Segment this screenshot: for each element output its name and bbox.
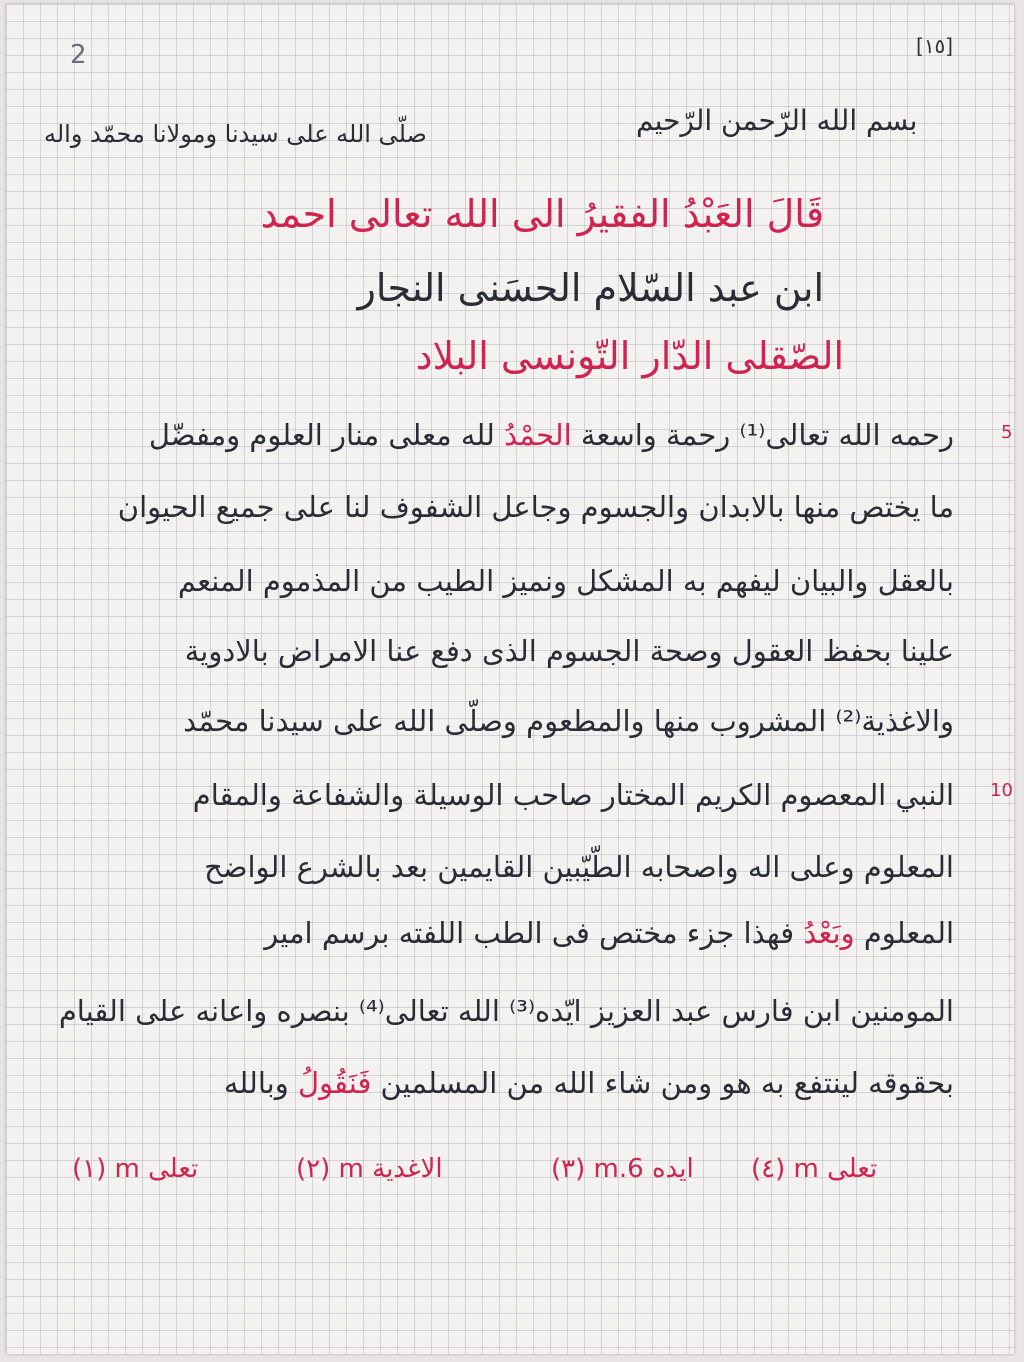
body-line-9: المومنين ابن فارس عبد العزيز ايّده⁽³⁾ الله تعالى⁽⁴⁾ بنصره واعانه على القيام bbox=[58, 994, 954, 1028]
body-line-3: بالعقل والبيان ليفهم به المشكل ونميز الطيب من المذموم المنعم bbox=[177, 564, 954, 598]
body-line-1-rest: لله معلى منار العلوم ومفضّل bbox=[148, 418, 495, 452]
salla-line: صلّى الله على سيدنا ومولانا محمّد واله bbox=[44, 120, 427, 148]
footnote-2: (٢) m الاغدية bbox=[296, 1154, 443, 1184]
page-reference: [١٥] bbox=[916, 34, 954, 58]
page-number: 2 bbox=[70, 40, 87, 70]
line-number-10: 10 bbox=[990, 780, 1013, 801]
body-line-4: علينا بحفظ العقول وصحة الجسوم الذى دفع عنا الامراض بالادوية bbox=[184, 634, 954, 668]
body-line-1 bbox=[149, 418, 954, 452]
body-line-1-start: رحمه الله تعالى⁽¹⁾ رحمة واسعة bbox=[580, 418, 954, 452]
body-line-10 bbox=[224, 1066, 954, 1100]
line-number-5: 5 bbox=[1001, 422, 1013, 443]
body-line-7: المعلوم وعلى اله واصحابه الطّيّبين القايمين بعد بالشرع الواضح bbox=[204, 850, 954, 884]
title-line-2: ابن عبد السّلام الحسَنى النجار bbox=[357, 266, 824, 310]
title-line-3: الصّقلى الدّار التّونسى البلاد bbox=[415, 334, 844, 378]
manuscript-page bbox=[6, 4, 1014, 1354]
body-line-1-emphasis: الحمْدُ bbox=[504, 418, 572, 452]
footnote-3: (٣) m.6 ايده bbox=[551, 1154, 694, 1184]
body-line-10-rest: وبالله bbox=[223, 1066, 289, 1100]
body-line-10-emphasis: فَنَقُولُ bbox=[297, 1066, 372, 1100]
footnote-1: (١) m تعلى bbox=[72, 1154, 199, 1184]
body-line-8-start: المعلوم bbox=[863, 916, 954, 950]
body-line-8-rest: فهذا جزء مختص فى الطب اللفته برسم امير bbox=[264, 916, 795, 950]
body-line-10-start: بحقوقه لينتفع به هو ومن شاء الله من المسلمين bbox=[380, 1066, 954, 1100]
body-line-2: ما يختص منها بالابدان والجسوم وجاعل الشفوف لنا على جميع الحيوان bbox=[117, 490, 954, 524]
footnote-4: (٤) m تعلى bbox=[751, 1154, 878, 1184]
body-line-8 bbox=[264, 916, 954, 950]
basmala: بسم الله الرّحمن الرّحيم bbox=[636, 104, 918, 137]
body-line-8-emphasis: وبَعْدُ bbox=[803, 916, 855, 950]
body-line-5: والاغذية⁽²⁾ المشروب منها والمطعوم وصلّى الله على سيدنا محمّد bbox=[183, 704, 954, 738]
title-line-1: قَالَ العَبْدُ الفقيرُ الى الله تعالى احمد bbox=[260, 192, 824, 236]
body-line-6: النبي المعصوم الكريم المختار صاحب الوسيلة والشفاعة والمقام bbox=[192, 778, 954, 812]
